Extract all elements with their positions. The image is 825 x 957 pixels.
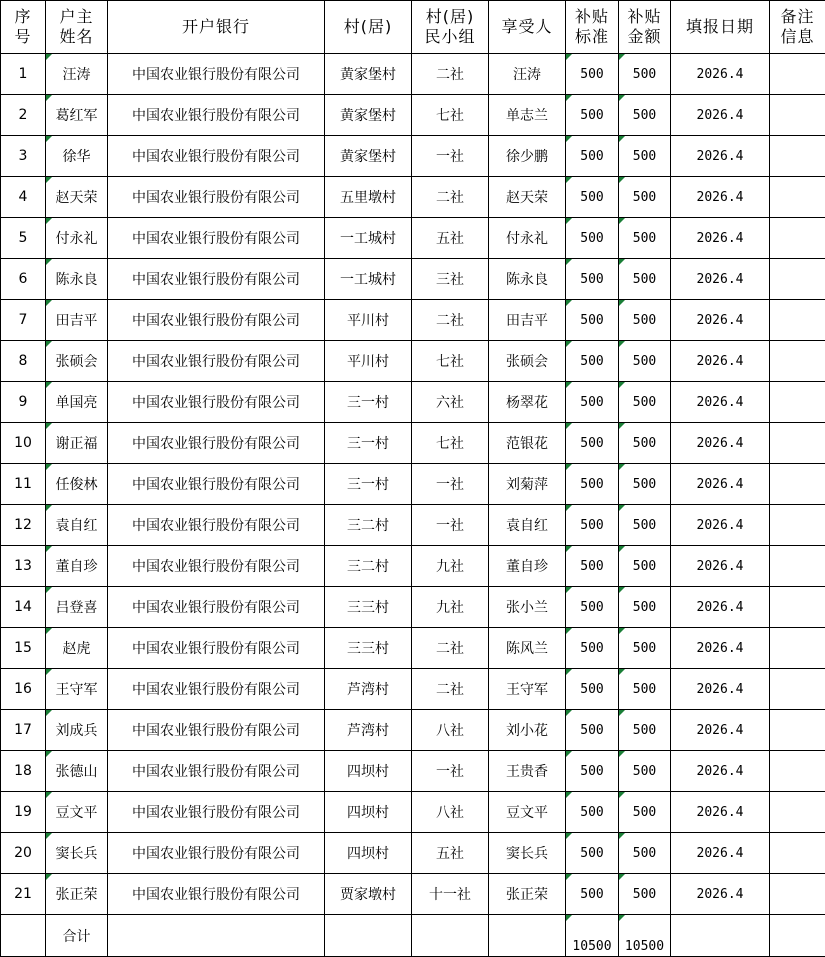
cell-standard[interactable]: 500 [566,710,619,751]
cell-seq[interactable]: 14 [1,587,46,628]
cell-note[interactable] [770,751,825,792]
cell-standard[interactable]: 500 [566,259,619,300]
cell-amount[interactable]: 500 [619,628,671,669]
cell-name[interactable]: 田吉平 [46,300,108,341]
cell-note[interactable] [770,423,825,464]
header-seq[interactable] [1,1,46,54]
table-row [1,136,825,177]
cell-seq[interactable]: 10 [1,423,46,464]
cell-standard[interactable]: 500 [566,546,619,587]
cell-date[interactable]: 2026.4 [671,136,770,177]
cell-village[interactable]: 平川村 [325,341,412,382]
cell-name[interactable]: 徐华 [46,136,108,177]
cell-group[interactable]: 二社 [412,177,489,218]
cell-amount[interactable]: 500 [619,669,671,710]
cell-name[interactable]: 王守军 [46,669,108,710]
cell-amount[interactable]: 500 [619,833,671,874]
cell-village[interactable]: 黄家堡村 [325,95,412,136]
cell-amount[interactable]: 500 [619,546,671,587]
cell-group[interactable]: 五社 [412,218,489,259]
cell-name[interactable]: 董自珍 [46,546,108,587]
cell-village[interactable]: 三一村 [325,423,412,464]
cell-seq[interactable]: 8 [1,341,46,382]
cell-bank[interactable]: 中国农业银行股份有限公司 [108,505,325,546]
cell-group[interactable]: 七社 [412,95,489,136]
cell-village[interactable]: 一工城村 [325,218,412,259]
cell-beneficiary[interactable]: 范银花 [489,423,566,464]
header-note-label: 备注 信息 [780,7,814,46]
cell-note[interactable] [770,546,825,587]
cell-amount[interactable]: 500 [619,423,671,464]
cell-seq[interactable]: 11 [1,464,46,505]
cell-standard[interactable]: 500 [566,874,619,915]
cell-village[interactable]: 五里墩村 [325,177,412,218]
cell-bank[interactable]: 中国农业银行股份有限公司 [108,833,325,874]
header-village-label: 村(居) [344,17,393,36]
table-row [1,95,825,136]
cell-date[interactable]: 2026.4 [671,464,770,505]
cell-name[interactable]: 袁自红 [46,505,108,546]
table-row [1,874,825,915]
cell-standard[interactable]: 500 [566,464,619,505]
cell-note[interactable] [770,382,825,423]
cell-group[interactable]: 二社 [412,669,489,710]
cell-amount[interactable]: 500 [619,136,671,177]
cell-beneficiary[interactable]: 陈永良 [489,259,566,300]
cell-amount[interactable]: 500 [619,300,671,341]
cell-village[interactable]: 三三村 [325,628,412,669]
cell-standard[interactable]: 500 [566,669,619,710]
cell-name[interactable]: 张硕会 [46,341,108,382]
cell-note[interactable] [770,710,825,751]
cell-village[interactable]: 贾家墩村 [325,874,412,915]
cell-group[interactable]: 一社 [412,751,489,792]
table-row [1,218,825,259]
cell-standard[interactable]: 500 [566,382,619,423]
cell-seq[interactable]: 2 [1,95,46,136]
cell-date[interactable]: 2026.4 [671,95,770,136]
cell-bank[interactable]: 中国农业银行股份有限公司 [108,751,325,792]
cell-beneficiary[interactable]: 豆文平 [489,792,566,833]
cell-beneficiary[interactable]: 张正荣 [489,874,566,915]
cell-standard[interactable]: 500 [566,505,619,546]
header-standard-label: 补贴 标准 [575,7,609,46]
cell-bank[interactable]: 中国农业银行股份有限公司 [108,669,325,710]
header-row [1,1,825,54]
cell-name[interactable]: 张正荣 [46,874,108,915]
cell-group[interactable]: 七社 [412,423,489,464]
cell-standard[interactable]: 500 [566,792,619,833]
cell-seq[interactable]: 12 [1,505,46,546]
cell-beneficiary[interactable]: 窦长兵 [489,833,566,874]
cell-name[interactable]: 任俊林 [46,464,108,505]
cell-note[interactable] [770,177,825,218]
cell-standard[interactable]: 500 [566,300,619,341]
cell-seq[interactable]: 9 [1,382,46,423]
table-row [1,54,825,95]
cell-village[interactable]: 芦湾村 [325,710,412,751]
header-seq-label: 序 号 [14,7,31,46]
cell-beneficiary[interactable]: 汪涛 [489,54,566,95]
cell-note[interactable] [770,587,825,628]
cell-standard[interactable]: 500 [566,751,619,792]
cell-bank[interactable]: 中国农业银行股份有限公司 [108,423,325,464]
cell-beneficiary[interactable]: 袁自红 [489,505,566,546]
header-amount-label: 补贴 金额 [627,7,661,46]
cell-name[interactable]: 陈永良 [46,259,108,300]
table-row [1,464,825,505]
cell-seq[interactable]: 4 [1,177,46,218]
cell-village[interactable]: 芦湾村 [325,669,412,710]
total-row [1,915,825,957]
cell-date[interactable]: 2026.4 [671,874,770,915]
cell-beneficiary[interactable]: 田吉平 [489,300,566,341]
cell-beneficiary[interactable]: 张小兰 [489,587,566,628]
cell-note[interactable] [770,833,825,874]
cell-seq[interactable]: 3 [1,136,46,177]
cell-beneficiary[interactable]: 陈风兰 [489,628,566,669]
cell-seq[interactable]: 17 [1,710,46,751]
cell-amount[interactable]: 500 [619,751,671,792]
cell-village[interactable]: 黄家堡村 [325,54,412,95]
cell-beneficiary[interactable]: 赵天荣 [489,177,566,218]
cell-bank[interactable]: 中国农业银行股份有限公司 [108,874,325,915]
cell-date[interactable]: 2026.4 [671,628,770,669]
cell-date[interactable]: 2026.4 [671,341,770,382]
cell-date[interactable]: 2026.4 [671,177,770,218]
cell-note[interactable] [770,464,825,505]
cell-village[interactable]: 三三村 [325,587,412,628]
cell-date[interactable]: 2026.4 [671,300,770,341]
cell-date[interactable]: 2026.4 [671,546,770,587]
cell-name[interactable]: 赵天荣 [46,177,108,218]
cell-group[interactable]: 七社 [412,341,489,382]
cell-amount[interactable]: 500 [619,259,671,300]
cell-date[interactable]: 2026.4 [671,669,770,710]
cell-amount[interactable]: 500 [619,382,671,423]
cell-note[interactable] [770,218,825,259]
header-group[interactable] [412,1,489,54]
cell-group[interactable]: 一社 [412,136,489,177]
cell-bank[interactable]: 中国农业银行股份有限公司 [108,341,325,382]
header-note[interactable] [770,1,825,54]
cell-date[interactable]: 2026.4 [671,423,770,464]
cell-date[interactable]: 2026.4 [671,218,770,259]
cell-amount[interactable]: 500 [619,464,671,505]
cell-bank[interactable]: 中国农业银行股份有限公司 [108,177,325,218]
cell-group[interactable]: 八社 [412,792,489,833]
cell-seq[interactable]: 5 [1,218,46,259]
cell-seq[interactable]: 6 [1,259,46,300]
cell-standard[interactable]: 500 [566,218,619,259]
cell-note[interactable] [770,259,825,300]
cell-group[interactable]: 二社 [412,628,489,669]
cell-name[interactable]: 豆文平 [46,792,108,833]
cell-name[interactable]: 谢正福 [46,423,108,464]
cell-beneficiary[interactable]: 杨翠花 [489,382,566,423]
cell-standard[interactable]: 500 [566,423,619,464]
cell-note[interactable] [770,874,825,915]
cell-standard[interactable]: 500 [566,587,619,628]
total-seq-cell[interactable] [1,915,46,957]
cell-bank[interactable]: 中国农业银行股份有限公司 [108,95,325,136]
cell-standard[interactable]: 500 [566,95,619,136]
cell-village[interactable]: 三二村 [325,505,412,546]
cell-standard[interactable]: 500 [566,628,619,669]
cell-group[interactable]: 九社 [412,587,489,628]
total-beneficiary-cell[interactable] [489,915,566,957]
cell-bank[interactable]: 中国农业银行股份有限公司 [108,54,325,95]
cell-bank[interactable]: 中国农业银行股份有限公司 [108,382,325,423]
table-row [1,341,825,382]
cell-name[interactable]: 葛红军 [46,95,108,136]
header-village[interactable] [325,1,412,54]
cell-beneficiary[interactable]: 付永礼 [489,218,566,259]
cell-name[interactable]: 张德山 [46,751,108,792]
cell-note[interactable] [770,669,825,710]
cell-group[interactable]: 一社 [412,505,489,546]
cell-seq[interactable]: 20 [1,833,46,874]
cell-group[interactable]: 三社 [412,259,489,300]
cell-name[interactable]: 窦长兵 [46,833,108,874]
header-bank[interactable] [108,1,325,54]
total-bank-cell[interactable] [108,915,325,957]
cell-amount[interactable]: 500 [619,874,671,915]
cell-note[interactable] [770,628,825,669]
cell-group[interactable]: 二社 [412,300,489,341]
table-row [1,177,825,218]
cell-village[interactable]: 三二村 [325,546,412,587]
cell-village[interactable]: 平川村 [325,300,412,341]
cell-beneficiary[interactable]: 单志兰 [489,95,566,136]
cell-bank[interactable]: 中国农业银行股份有限公司 [108,136,325,177]
cell-amount[interactable]: 500 [619,54,671,95]
cell-bank[interactable]: 中国农业银行股份有限公司 [108,587,325,628]
cell-name[interactable]: 赵虎 [46,628,108,669]
cell-date[interactable]: 2026.4 [671,751,770,792]
cell-note[interactable] [770,54,825,95]
cell-village[interactable]: 一工城村 [325,259,412,300]
table-row [1,669,825,710]
total-standard-cell[interactable]: 10500 [566,915,619,957]
table-row [1,833,825,874]
table-row [1,300,825,341]
cell-beneficiary[interactable]: 董自珍 [489,546,566,587]
cell-amount[interactable]: 500 [619,587,671,628]
table-row [1,628,825,669]
table-row [1,423,825,464]
total-village-cell[interactable] [325,915,412,957]
cell-bank[interactable]: 中国农业银行股份有限公司 [108,710,325,751]
cell-name[interactable]: 刘成兵 [46,710,108,751]
header-bank-label: 开户银行 [182,17,250,36]
total-date-cell[interactable] [671,915,770,957]
cell-amount[interactable]: 500 [619,95,671,136]
cell-amount[interactable]: 500 [619,177,671,218]
cell-date[interactable]: 2026.4 [671,710,770,751]
header-standard[interactable] [566,1,619,54]
cell-seq[interactable]: 19 [1,792,46,833]
total-amount-cell[interactable]: 10500 [619,915,671,957]
cell-beneficiary[interactable]: 徐少鹏 [489,136,566,177]
header-date-label: 填报日期 [686,17,754,36]
cell-beneficiary[interactable]: 刘小花 [489,710,566,751]
cell-group[interactable]: 二社 [412,54,489,95]
header-beneficiary-label: 享受人 [501,17,552,36]
cell-village[interactable]: 四坝村 [325,833,412,874]
cell-date[interactable]: 2026.4 [671,505,770,546]
cell-name[interactable]: 吕登喜 [46,587,108,628]
cell-date[interactable]: 2026.4 [671,54,770,95]
cell-amount[interactable]: 500 [619,792,671,833]
cell-seq[interactable]: 21 [1,874,46,915]
cell-group[interactable]: 一社 [412,464,489,505]
cell-group[interactable]: 十一社 [412,874,489,915]
cell-village[interactable]: 四坝村 [325,751,412,792]
cell-group[interactable]: 八社 [412,710,489,751]
total-note-cell[interactable] [770,915,825,957]
cell-beneficiary[interactable]: 王守军 [489,669,566,710]
cell-standard[interactable]: 500 [566,341,619,382]
cell-bank[interactable]: 中国农业银行股份有限公司 [108,300,325,341]
cell-bank[interactable]: 中国农业银行股份有限公司 [108,259,325,300]
cell-beneficiary[interactable]: 王贵香 [489,751,566,792]
cell-village[interactable]: 三一村 [325,464,412,505]
cell-bank[interactable]: 中国农业银行股份有限公司 [108,546,325,587]
cell-group[interactable]: 九社 [412,546,489,587]
table-row [1,382,825,423]
cell-group[interactable]: 五社 [412,833,489,874]
cell-standard[interactable]: 500 [566,177,619,218]
table-row [1,546,825,587]
cell-amount[interactable]: 500 [619,341,671,382]
cell-bank[interactable]: 中国农业银行股份有限公司 [108,464,325,505]
cell-note[interactable] [770,136,825,177]
cell-amount[interactable]: 500 [619,218,671,259]
table-row [1,505,825,546]
cell-village[interactable]: 三一村 [325,382,412,423]
header-name[interactable] [46,1,108,54]
cell-standard[interactable]: 500 [566,833,619,874]
cell-note[interactable] [770,300,825,341]
cell-village[interactable]: 黄家堡村 [325,136,412,177]
header-amount[interactable] [619,1,671,54]
cell-date[interactable]: 2026.4 [671,833,770,874]
cell-name[interactable]: 汪涛 [46,54,108,95]
cell-group[interactable]: 六社 [412,382,489,423]
cell-note[interactable] [770,792,825,833]
cell-date[interactable]: 2026.4 [671,382,770,423]
cell-seq[interactable]: 16 [1,669,46,710]
cell-name[interactable]: 付永礼 [46,218,108,259]
cell-beneficiary[interactable]: 刘菊萍 [489,464,566,505]
cell-seq[interactable]: 13 [1,546,46,587]
cell-date[interactable]: 2026.4 [671,259,770,300]
cell-amount[interactable]: 500 [619,505,671,546]
cell-name[interactable]: 单国亮 [46,382,108,423]
cell-standard[interactable]: 500 [566,54,619,95]
cell-village[interactable]: 四坝村 [325,792,412,833]
cell-seq[interactable]: 7 [1,300,46,341]
total-group-cell[interactable] [412,915,489,957]
cell-bank[interactable]: 中国农业银行股份有限公司 [108,792,325,833]
total-label-cell[interactable]: 合计 [46,915,108,957]
cell-note[interactable] [770,341,825,382]
header-group-label: 村(居) 民小组 [424,7,475,46]
header-beneficiary[interactable] [489,1,566,54]
cell-seq[interactable]: 15 [1,628,46,669]
cell-beneficiary[interactable]: 张硕会 [489,341,566,382]
table-row [1,792,825,833]
cell-date[interactable]: 2026.4 [671,792,770,833]
cell-seq[interactable]: 1 [1,54,46,95]
table-row [1,587,825,628]
cell-note[interactable] [770,505,825,546]
cell-amount[interactable]: 500 [619,710,671,751]
cell-bank[interactable]: 中国农业银行股份有限公司 [108,218,325,259]
header-date[interactable] [671,1,770,54]
cell-seq[interactable]: 18 [1,751,46,792]
cell-bank[interactable]: 中国农业银行股份有限公司 [108,628,325,669]
header-name-label: 户主 姓名 [59,7,93,46]
cell-standard[interactable]: 500 [566,136,619,177]
cell-date[interactable]: 2026.4 [671,587,770,628]
table-row [1,710,825,751]
table-row [1,259,825,300]
table-row [1,751,825,792]
cell-note[interactable] [770,95,825,136]
